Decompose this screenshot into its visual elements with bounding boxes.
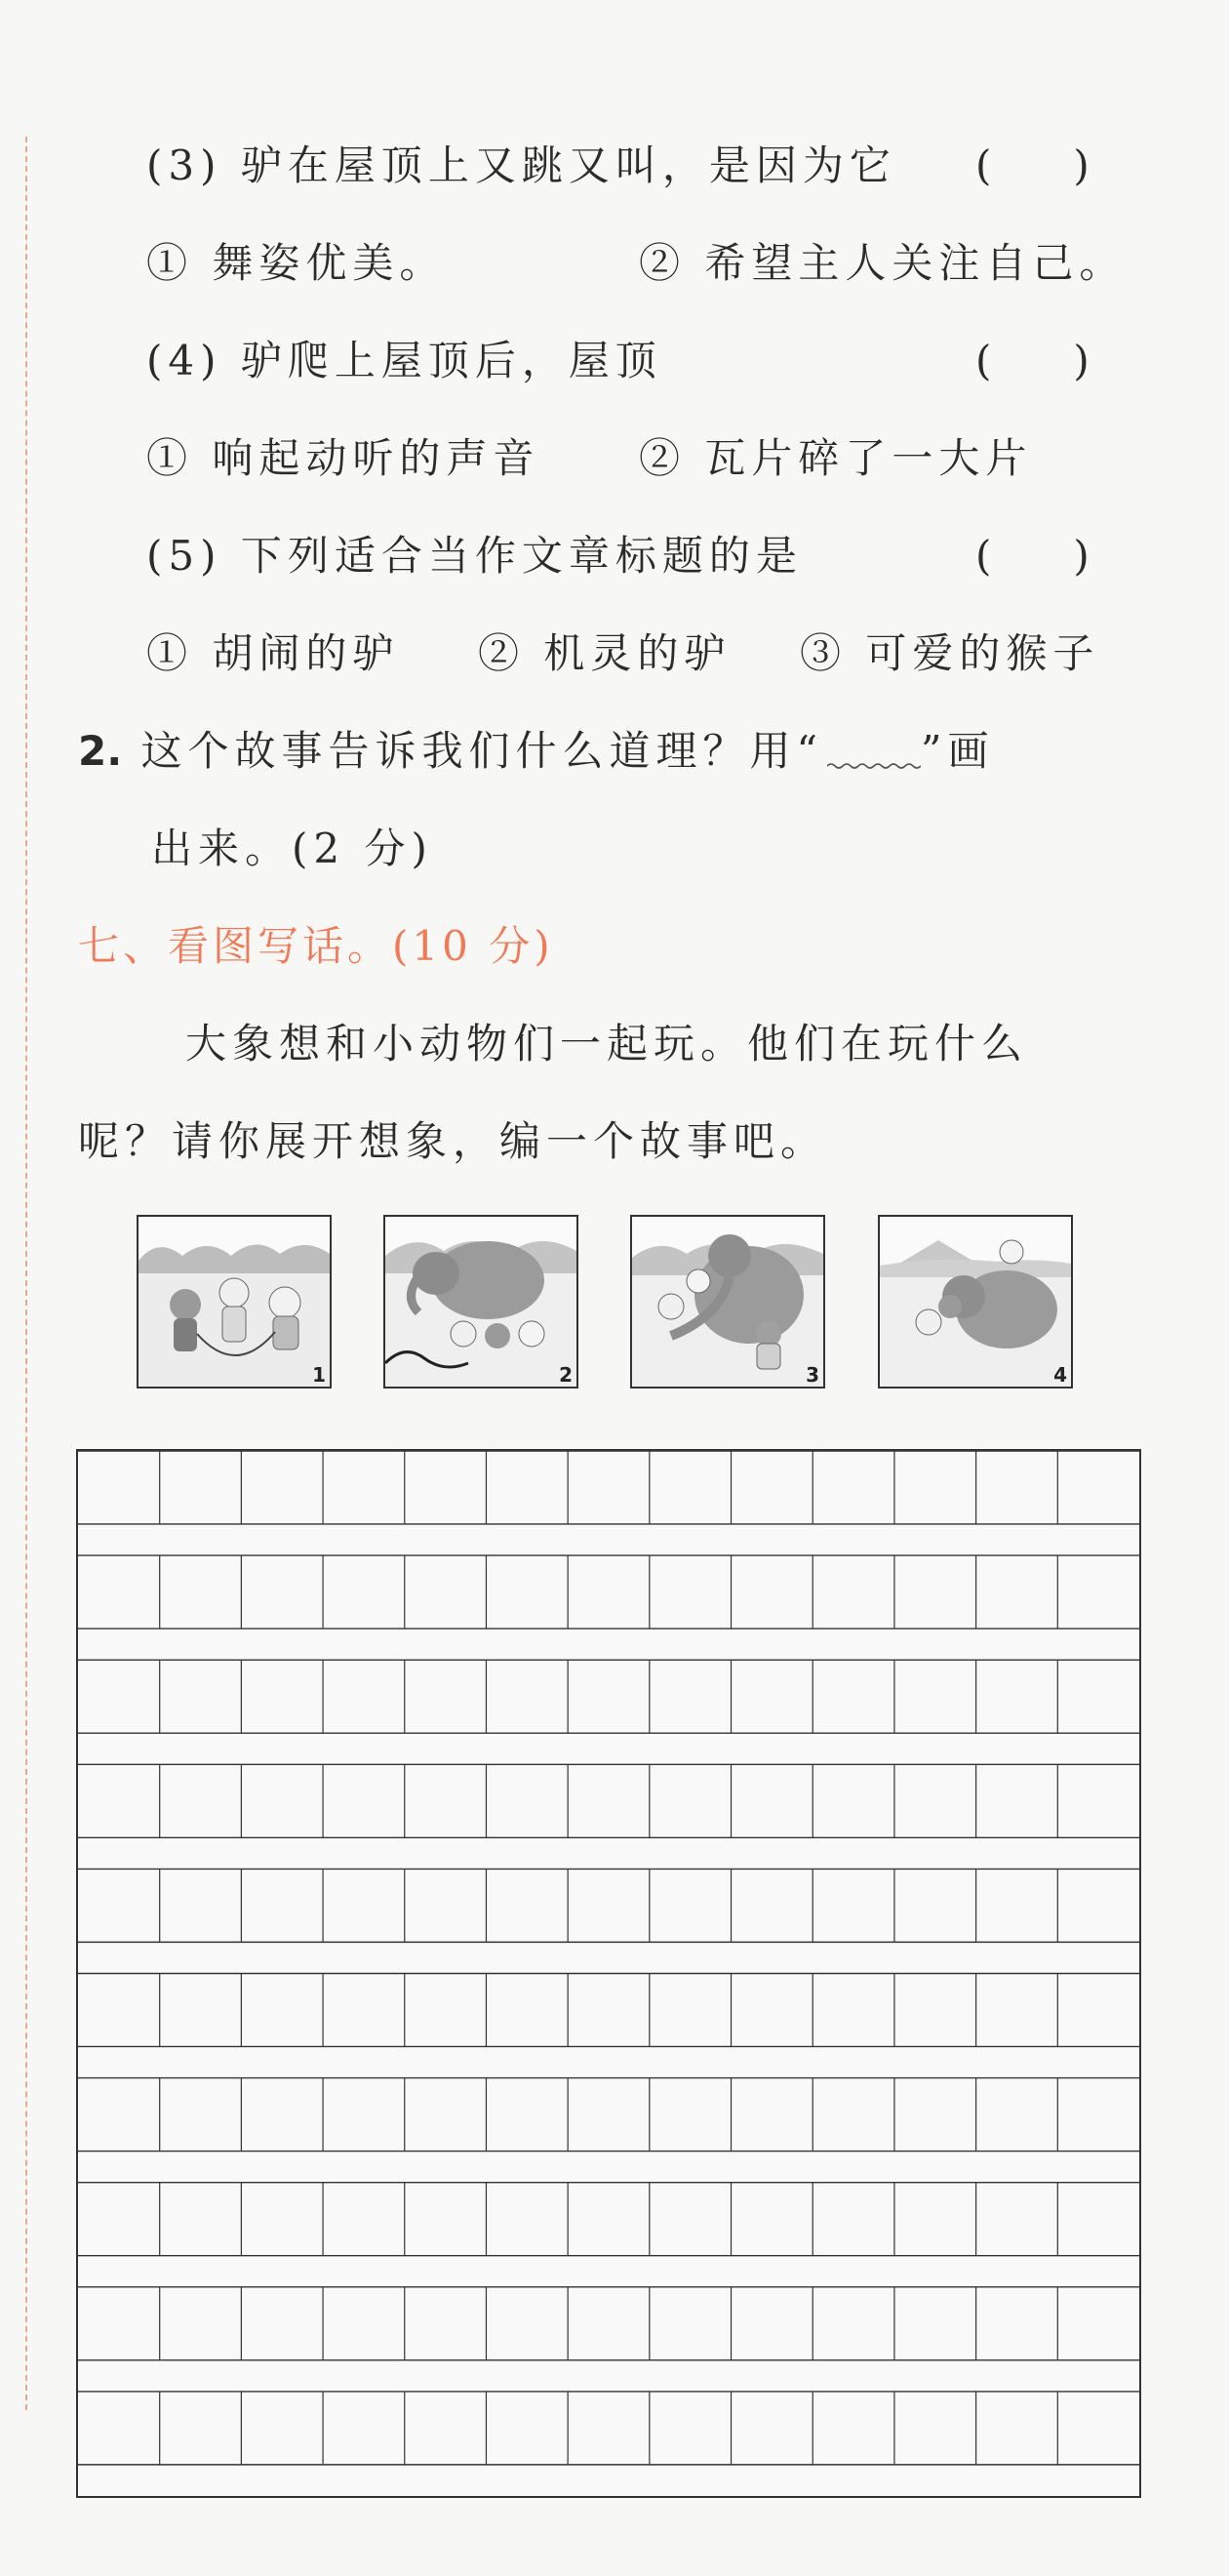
question-2-line-2: 出来。(2 分) <box>151 825 433 872</box>
picture-4 <box>878 1215 1073 1389</box>
writing-grid-lines <box>78 1451 1139 2496</box>
animals-playing-with-elephant-picture-icon <box>880 1217 1071 1387</box>
elephant-approaching-picture-icon <box>385 1217 576 1387</box>
section-7-title: 七、看图写话。 <box>78 922 393 970</box>
question-4-option-a[interactable]: ① 响起动听的声音 <box>146 434 540 482</box>
question-4-answer-blank[interactable]: ( ) <box>975 337 1090 384</box>
picture-3-number: 3 <box>806 1363 819 1387</box>
question-5-option-c[interactable]: ③ 可爱的猴子 <box>800 629 1100 677</box>
wavy-underline-icon <box>823 722 921 781</box>
question-3-text: (3) 驴在屋顶上又跳又叫，是因为它 <box>146 141 896 189</box>
section-7-prompt-line-1: 大象想和小动物们一起玩。他们在玩什么 <box>185 1020 1029 1067</box>
question-3-option-a[interactable]: ① 舞姿优美。 <box>146 239 447 287</box>
question-5-option-a[interactable]: ① 胡闹的驴 <box>146 629 400 677</box>
picture-2-number: 2 <box>559 1363 573 1387</box>
question-5-option-b[interactable]: ② 机灵的驴 <box>478 629 732 677</box>
question-2-text-before: 这个故事告诉我们什么道理？用“ <box>140 727 824 775</box>
margin-dashed-line <box>25 137 27 2410</box>
question-3-answer-blank[interactable]: ( ) <box>975 141 1090 189</box>
question-4-option-b[interactable]: ② 瓦片碎了一大片 <box>639 434 1033 482</box>
picture-1-number: 1 <box>312 1363 326 1387</box>
question-2-number: 2. <box>78 727 123 775</box>
question-3-option-b[interactable]: ② 希望主人关注自己。 <box>639 239 1127 287</box>
question-5-text: (5) 下列适合当作文章标题的是 <box>146 532 803 580</box>
elephant-trunk-swing-picture-icon <box>632 1217 823 1387</box>
picture-2 <box>383 1215 578 1389</box>
question-2-text-after: ”画 <box>921 727 995 775</box>
picture-3 <box>630 1215 825 1389</box>
question-5-answer-blank[interactable]: ( ) <box>975 532 1090 580</box>
picture-4-number: 4 <box>1053 1363 1067 1387</box>
kids-jump-rope-picture-icon <box>139 1217 330 1387</box>
section-7-prompt-line-2: 呢？请你展开想象，编一个故事吧。 <box>78 1117 828 1165</box>
section-7-points: (10 分) <box>392 922 554 970</box>
section-7-heading <box>78 917 554 976</box>
writing-grid[interactable] <box>76 1449 1141 2498</box>
question-4-text: (4) 驴爬上屋顶后，屋顶 <box>146 337 662 384</box>
question-2 <box>78 722 995 781</box>
picture-1 <box>137 1215 332 1389</box>
